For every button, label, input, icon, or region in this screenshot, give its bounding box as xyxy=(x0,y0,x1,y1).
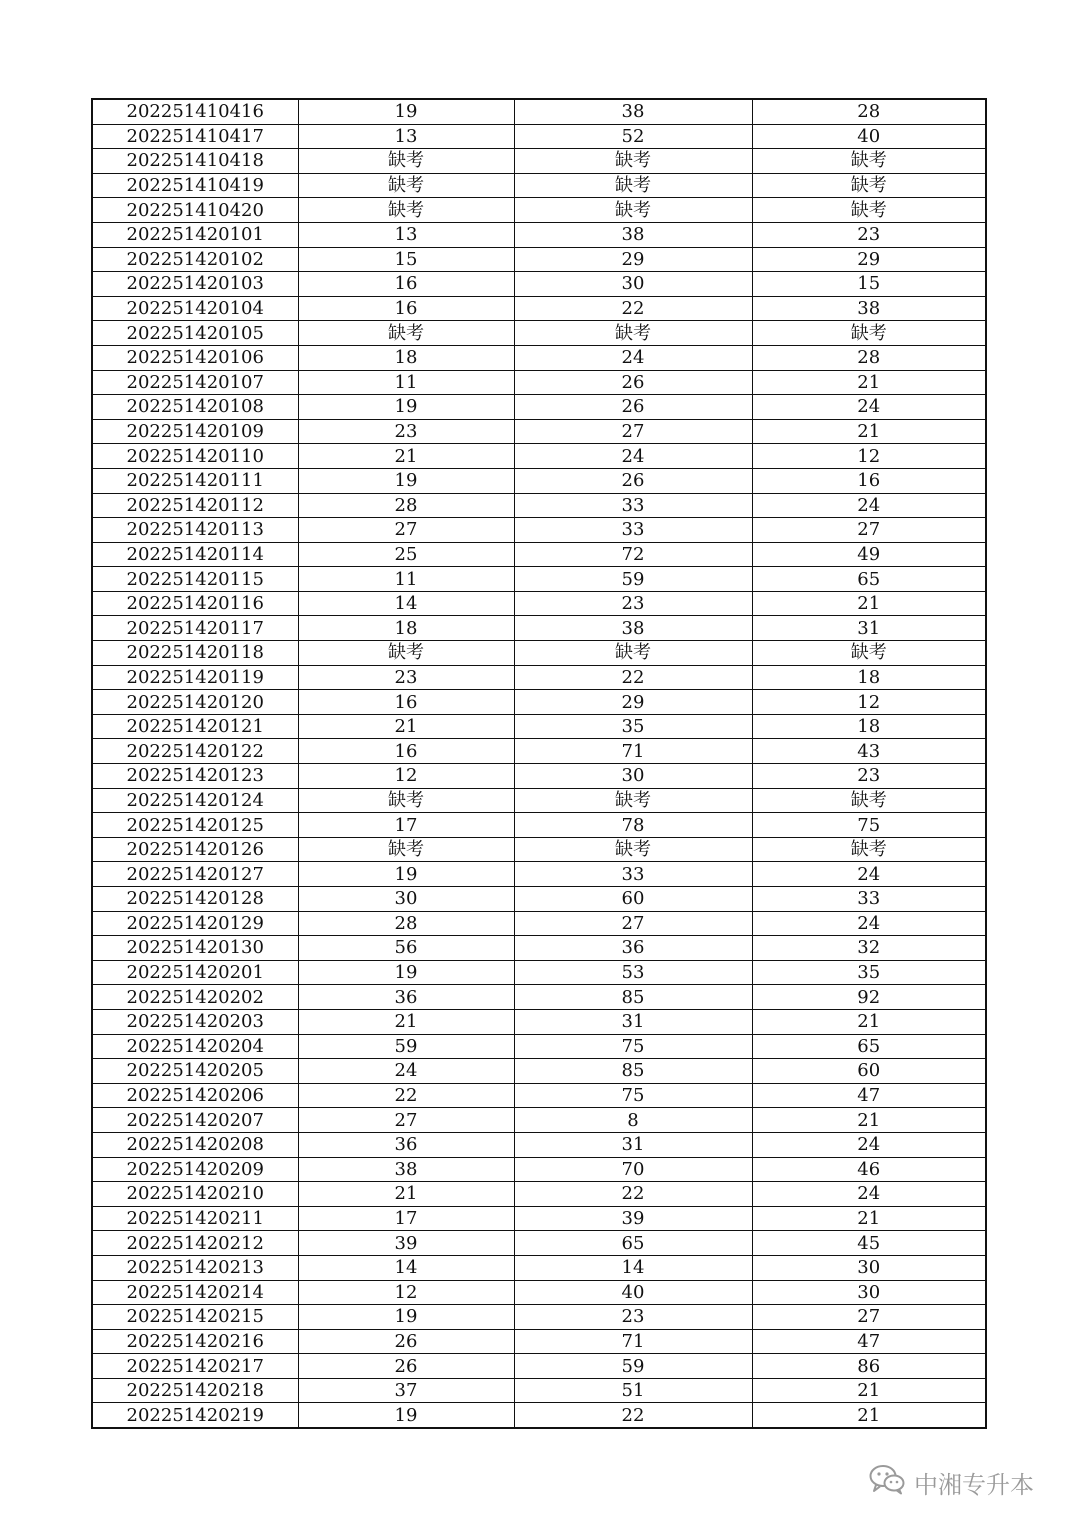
table-row xyxy=(92,296,986,321)
exam-id-cell: 202251420210 xyxy=(92,1182,298,1207)
watermark-text: 中湘专升本 xyxy=(914,1470,1034,1499)
exam-id-cell: 202251420107 xyxy=(92,370,298,395)
exam-id-cell: 202251420207 xyxy=(92,1108,298,1133)
score-cell-3: 21 xyxy=(752,1206,986,1231)
score-cell-3: 32 xyxy=(752,936,986,961)
score-cell-1: 19 xyxy=(298,99,514,124)
score-cell-3: 31 xyxy=(752,616,986,641)
score-cell-2: 53 xyxy=(514,960,752,985)
score-table-body xyxy=(92,99,986,1428)
exam-id-cell: 202251410416 xyxy=(92,99,298,124)
table-row xyxy=(92,222,986,247)
exam-id-cell: 202251420130 xyxy=(92,936,298,961)
score-cell-3: 18 xyxy=(752,665,986,690)
table-row xyxy=(92,1403,986,1428)
table-row xyxy=(92,1157,986,1182)
table-row xyxy=(92,641,986,666)
exam-id-cell: 202251420121 xyxy=(92,714,298,739)
exam-id-cell: 202251420208 xyxy=(92,1132,298,1157)
exam-id-cell: 202251420126 xyxy=(92,837,298,862)
score-cell-3: 21 xyxy=(752,591,986,616)
score-cell-1: 缺考 xyxy=(298,837,514,862)
score-cell-2: 78 xyxy=(514,813,752,838)
table-row xyxy=(92,591,986,616)
score-cell-1: 19 xyxy=(298,862,514,887)
score-cell-3: 24 xyxy=(752,1182,986,1207)
exam-id-cell: 202251420106 xyxy=(92,345,298,370)
score-cell-2: 22 xyxy=(514,296,752,321)
score-cell-3: 缺考 xyxy=(752,173,986,198)
score-cell-1: 21 xyxy=(298,714,514,739)
score-cell-1: 28 xyxy=(298,493,514,518)
score-cell-2: 23 xyxy=(514,591,752,616)
score-cell-1: 30 xyxy=(298,887,514,912)
score-cell-3: 12 xyxy=(752,690,986,715)
score-cell-1: 19 xyxy=(298,395,514,420)
table-row xyxy=(92,887,986,912)
score-cell-3: 28 xyxy=(752,345,986,370)
table-row xyxy=(92,616,986,641)
score-cell-2: 26 xyxy=(514,468,752,493)
exam-id-cell: 202251420204 xyxy=(92,1034,298,1059)
score-cell-1: 缺考 xyxy=(298,788,514,813)
exam-id-cell: 202251420217 xyxy=(92,1354,298,1379)
score-cell-2: 22 xyxy=(514,1182,752,1207)
table-row xyxy=(92,321,986,346)
table-row xyxy=(92,1206,986,1231)
score-cell-1: 缺考 xyxy=(298,149,514,174)
score-cell-1: 59 xyxy=(298,1034,514,1059)
score-cell-1: 24 xyxy=(298,1059,514,1084)
exam-id-cell: 202251420114 xyxy=(92,542,298,567)
exam-id-cell: 202251420214 xyxy=(92,1280,298,1305)
score-cell-3: 49 xyxy=(752,542,986,567)
score-cell-2: 38 xyxy=(514,99,752,124)
score-cell-1: 13 xyxy=(298,124,514,149)
exam-id-cell: 202251420120 xyxy=(92,690,298,715)
score-cell-3: 33 xyxy=(752,887,986,912)
score-cell-1: 21 xyxy=(298,444,514,469)
table-row xyxy=(92,1378,986,1403)
score-cell-2: 缺考 xyxy=(514,321,752,346)
score-cell-3: 46 xyxy=(752,1157,986,1182)
score-cell-2: 30 xyxy=(514,764,752,789)
score-cell-1: 21 xyxy=(298,1009,514,1034)
score-cell-3: 缺考 xyxy=(752,788,986,813)
score-cell-2: 22 xyxy=(514,1403,752,1428)
score-cell-1: 23 xyxy=(298,665,514,690)
score-cell-1: 36 xyxy=(298,1132,514,1157)
score-cell-3: 65 xyxy=(752,1034,986,1059)
exam-id-cell: 202251410419 xyxy=(92,173,298,198)
score-cell-1: 25 xyxy=(298,542,514,567)
score-cell-1: 缺考 xyxy=(298,641,514,666)
score-cell-1: 12 xyxy=(298,764,514,789)
score-cell-3: 27 xyxy=(752,518,986,543)
exam-id-cell: 202251420219 xyxy=(92,1403,298,1428)
score-cell-3: 缺考 xyxy=(752,837,986,862)
exam-id-cell: 202251420123 xyxy=(92,764,298,789)
score-cell-1: 缺考 xyxy=(298,173,514,198)
exam-id-cell: 202251420212 xyxy=(92,1231,298,1256)
score-cell-2: 59 xyxy=(514,567,752,592)
exam-id-cell: 202251420213 xyxy=(92,1255,298,1280)
watermark xyxy=(868,1462,1034,1502)
score-cell-1: 21 xyxy=(298,1182,514,1207)
score-cell-3: 缺考 xyxy=(752,198,986,223)
score-cell-3: 24 xyxy=(752,493,986,518)
exam-id-cell: 202251420122 xyxy=(92,739,298,764)
score-cell-1: 16 xyxy=(298,296,514,321)
exam-id-cell: 202251420129 xyxy=(92,911,298,936)
score-cell-3: 47 xyxy=(752,1329,986,1354)
table-row xyxy=(92,813,986,838)
score-cell-3: 29 xyxy=(752,247,986,272)
exam-id-cell: 202251420102 xyxy=(92,247,298,272)
exam-id-cell: 202251420203 xyxy=(92,1009,298,1034)
exam-id-cell: 202251420209 xyxy=(92,1157,298,1182)
score-cell-1: 17 xyxy=(298,1206,514,1231)
score-cell-2: 26 xyxy=(514,395,752,420)
score-cell-2: 40 xyxy=(514,1280,752,1305)
score-cell-1: 27 xyxy=(298,1108,514,1133)
score-cell-1: 37 xyxy=(298,1378,514,1403)
score-cell-1: 19 xyxy=(298,1305,514,1330)
score-cell-2: 14 xyxy=(514,1255,752,1280)
score-cell-3: 缺考 xyxy=(752,321,986,346)
score-cell-2: 71 xyxy=(514,1329,752,1354)
score-cell-3: 12 xyxy=(752,444,986,469)
score-cell-2: 缺考 xyxy=(514,788,752,813)
table-row xyxy=(92,567,986,592)
score-cell-3: 缺考 xyxy=(752,641,986,666)
table-row xyxy=(92,493,986,518)
exam-id-cell: 202251420206 xyxy=(92,1083,298,1108)
score-cell-2: 30 xyxy=(514,272,752,297)
score-cell-3: 16 xyxy=(752,468,986,493)
score-cell-2: 缺考 xyxy=(514,173,752,198)
table-row xyxy=(92,173,986,198)
score-cell-2: 71 xyxy=(514,739,752,764)
score-cell-2: 39 xyxy=(514,1206,752,1231)
score-cell-2: 27 xyxy=(514,911,752,936)
score-cell-2: 85 xyxy=(514,985,752,1010)
table-row xyxy=(92,1354,986,1379)
score-cell-1: 19 xyxy=(298,960,514,985)
score-cell-2: 缺考 xyxy=(514,837,752,862)
score-cell-2: 24 xyxy=(514,444,752,469)
score-cell-3: 24 xyxy=(752,1132,986,1157)
exam-id-cell: 202251420118 xyxy=(92,641,298,666)
table-row xyxy=(92,1083,986,1108)
score-cell-2: 27 xyxy=(514,419,752,444)
score-cell-3: 47 xyxy=(752,1083,986,1108)
score-cell-2: 60 xyxy=(514,887,752,912)
score-cell-2: 59 xyxy=(514,1354,752,1379)
score-cell-1: 18 xyxy=(298,345,514,370)
table-row xyxy=(92,149,986,174)
score-cell-1: 缺考 xyxy=(298,321,514,346)
table-row xyxy=(92,1034,986,1059)
table-row xyxy=(92,1182,986,1207)
score-cell-2: 29 xyxy=(514,690,752,715)
table-row xyxy=(92,960,986,985)
exam-id-cell: 202251420113 xyxy=(92,518,298,543)
score-cell-2: 33 xyxy=(514,518,752,543)
score-cell-3: 21 xyxy=(752,370,986,395)
score-cell-1: 16 xyxy=(298,739,514,764)
score-cell-2: 8 xyxy=(514,1108,752,1133)
score-cell-3: 18 xyxy=(752,714,986,739)
score-cell-1: 19 xyxy=(298,1403,514,1428)
table-row xyxy=(92,247,986,272)
score-cell-2: 缺考 xyxy=(514,641,752,666)
exam-id-cell: 202251420109 xyxy=(92,419,298,444)
exam-id-cell: 202251420101 xyxy=(92,222,298,247)
score-cell-2: 52 xyxy=(514,124,752,149)
table-row xyxy=(92,124,986,149)
table-row xyxy=(92,370,986,395)
score-cell-2: 35 xyxy=(514,714,752,739)
table-row xyxy=(92,1059,986,1084)
score-cell-1: 13 xyxy=(298,222,514,247)
exam-id-cell: 202251420105 xyxy=(92,321,298,346)
table-row xyxy=(92,739,986,764)
score-cell-3: 23 xyxy=(752,764,986,789)
score-cell-1: 39 xyxy=(298,1231,514,1256)
score-cell-2: 29 xyxy=(514,247,752,272)
exam-id-cell: 202251420202 xyxy=(92,985,298,1010)
exam-id-cell: 202251420117 xyxy=(92,616,298,641)
score-cell-3: 缺考 xyxy=(752,149,986,174)
table-row xyxy=(92,1231,986,1256)
score-cell-1: 11 xyxy=(298,567,514,592)
score-cell-1: 14 xyxy=(298,591,514,616)
score-cell-1: 38 xyxy=(298,1157,514,1182)
score-cell-1: 28 xyxy=(298,911,514,936)
score-cell-2: 33 xyxy=(514,862,752,887)
score-cell-1: 56 xyxy=(298,936,514,961)
score-cell-2: 75 xyxy=(514,1034,752,1059)
exam-id-cell: 202251420111 xyxy=(92,468,298,493)
score-cell-2: 36 xyxy=(514,936,752,961)
exam-id-cell: 202251420119 xyxy=(92,665,298,690)
score-cell-3: 45 xyxy=(752,1231,986,1256)
score-cell-3: 21 xyxy=(752,1009,986,1034)
table-row xyxy=(92,272,986,297)
table-row xyxy=(92,1305,986,1330)
score-cell-1: 36 xyxy=(298,985,514,1010)
score-cell-3: 21 xyxy=(752,419,986,444)
score-cell-3: 92 xyxy=(752,985,986,1010)
table-row xyxy=(92,395,986,420)
score-cell-3: 21 xyxy=(752,1403,986,1428)
score-cell-2: 72 xyxy=(514,542,752,567)
exam-id-cell: 202251420116 xyxy=(92,591,298,616)
score-cell-1: 19 xyxy=(298,468,514,493)
score-cell-3: 21 xyxy=(752,1108,986,1133)
table-row xyxy=(92,1255,986,1280)
score-cell-3: 75 xyxy=(752,813,986,838)
score-cell-1: 23 xyxy=(298,419,514,444)
table-row xyxy=(92,714,986,739)
score-cell-3: 43 xyxy=(752,739,986,764)
exam-id-cell: 202251420112 xyxy=(92,493,298,518)
table-row xyxy=(92,1108,986,1133)
exam-id-cell: 202251420127 xyxy=(92,862,298,887)
table-row xyxy=(92,1280,986,1305)
score-cell-2: 23 xyxy=(514,1305,752,1330)
score-cell-1: 14 xyxy=(298,1255,514,1280)
exam-id-cell: 202251410418 xyxy=(92,149,298,174)
exam-id-cell: 202251420128 xyxy=(92,887,298,912)
score-cell-2: 51 xyxy=(514,1378,752,1403)
score-cell-3: 86 xyxy=(752,1354,986,1379)
exam-id-cell: 202251420205 xyxy=(92,1059,298,1084)
table-row xyxy=(92,911,986,936)
score-cell-3: 35 xyxy=(752,960,986,985)
score-cell-2: 31 xyxy=(514,1132,752,1157)
table-row xyxy=(92,444,986,469)
score-cell-2: 38 xyxy=(514,616,752,641)
score-cell-1: 26 xyxy=(298,1329,514,1354)
score-cell-3: 15 xyxy=(752,272,986,297)
score-cell-1: 26 xyxy=(298,1354,514,1379)
table-row xyxy=(92,936,986,961)
table-row xyxy=(92,198,986,223)
score-cell-2: 31 xyxy=(514,1009,752,1034)
table-row xyxy=(92,345,986,370)
score-cell-2: 22 xyxy=(514,665,752,690)
score-cell-3: 28 xyxy=(752,99,986,124)
score-cell-1: 缺考 xyxy=(298,198,514,223)
score-cell-3: 21 xyxy=(752,1378,986,1403)
score-cell-3: 24 xyxy=(752,862,986,887)
score-cell-2: 缺考 xyxy=(514,149,752,174)
table-row xyxy=(92,1009,986,1034)
exam-id-cell: 202251420110 xyxy=(92,444,298,469)
table-row xyxy=(92,862,986,887)
wechat-icon xyxy=(868,1463,906,1501)
table-row xyxy=(92,99,986,124)
score-cell-3: 27 xyxy=(752,1305,986,1330)
score-cell-1: 12 xyxy=(298,1280,514,1305)
exam-id-cell: 202251420216 xyxy=(92,1329,298,1354)
score-cell-3: 65 xyxy=(752,567,986,592)
score-cell-1: 16 xyxy=(298,690,514,715)
score-cell-3: 38 xyxy=(752,296,986,321)
score-cell-1: 27 xyxy=(298,518,514,543)
table-row xyxy=(92,985,986,1010)
table-row xyxy=(92,764,986,789)
score-cell-2: 65 xyxy=(514,1231,752,1256)
score-cell-3: 60 xyxy=(752,1059,986,1084)
table-row xyxy=(92,1132,986,1157)
exam-id-cell: 202251420124 xyxy=(92,788,298,813)
score-cell-3: 30 xyxy=(752,1255,986,1280)
score-table xyxy=(91,98,987,1429)
score-cell-2: 33 xyxy=(514,493,752,518)
exam-id-cell: 202251420115 xyxy=(92,567,298,592)
table-row xyxy=(92,788,986,813)
score-cell-2: 70 xyxy=(514,1157,752,1182)
exam-id-cell: 202251420103 xyxy=(92,272,298,297)
score-cell-2: 38 xyxy=(514,222,752,247)
exam-id-cell: 202251420211 xyxy=(92,1206,298,1231)
score-cell-2: 75 xyxy=(514,1083,752,1108)
score-cell-2: 26 xyxy=(514,370,752,395)
table-row xyxy=(92,1329,986,1354)
score-cell-2: 85 xyxy=(514,1059,752,1084)
table-row xyxy=(92,542,986,567)
score-cell-1: 17 xyxy=(298,813,514,838)
exam-id-cell: 202251420108 xyxy=(92,395,298,420)
table-row xyxy=(92,518,986,543)
score-cell-3: 40 xyxy=(752,124,986,149)
score-cell-2: 缺考 xyxy=(514,198,752,223)
score-cell-1: 15 xyxy=(298,247,514,272)
score-cell-1: 16 xyxy=(298,272,514,297)
score-cell-3: 30 xyxy=(752,1280,986,1305)
table-row xyxy=(92,468,986,493)
exam-id-cell: 202251420201 xyxy=(92,960,298,985)
exam-id-cell: 202251420218 xyxy=(92,1378,298,1403)
score-cell-1: 22 xyxy=(298,1083,514,1108)
exam-id-cell: 202251420104 xyxy=(92,296,298,321)
score-cell-1: 11 xyxy=(298,370,514,395)
table-row xyxy=(92,837,986,862)
exam-id-cell: 202251410417 xyxy=(92,124,298,149)
table-row xyxy=(92,690,986,715)
score-cell-3: 23 xyxy=(752,222,986,247)
score-cell-3: 24 xyxy=(752,911,986,936)
table-row xyxy=(92,665,986,690)
exam-id-cell: 202251410420 xyxy=(92,198,298,223)
exam-id-cell: 202251420215 xyxy=(92,1305,298,1330)
score-cell-2: 24 xyxy=(514,345,752,370)
exam-id-cell: 202251420125 xyxy=(92,813,298,838)
table-row xyxy=(92,419,986,444)
score-cell-1: 18 xyxy=(298,616,514,641)
score-cell-3: 24 xyxy=(752,395,986,420)
